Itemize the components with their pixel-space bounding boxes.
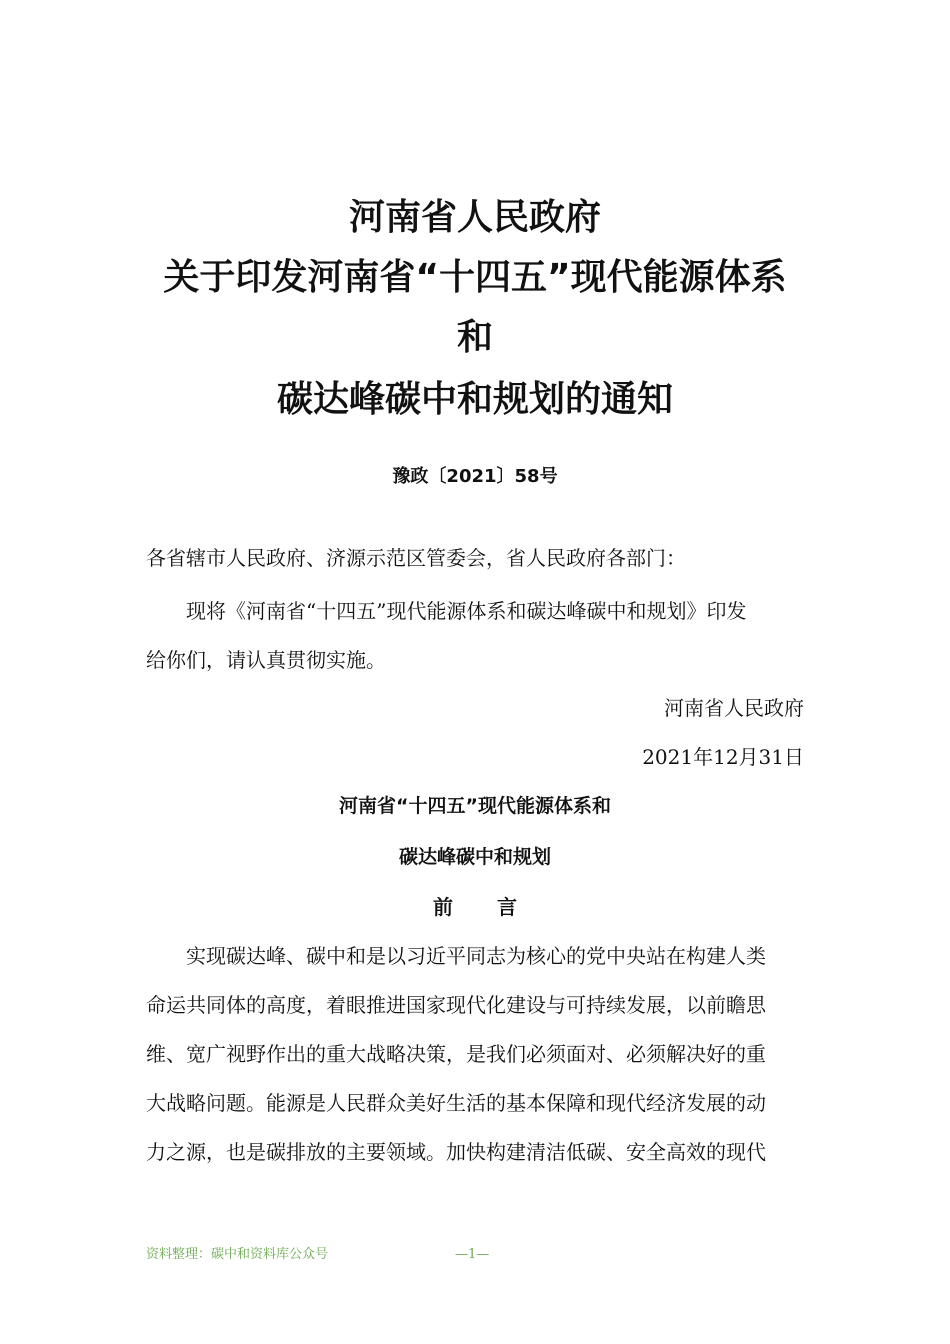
footer-source-note: 资料整理：碳中和资料库公众号 <box>146 1247 329 1262</box>
addressee: 各省辖市人民政府、济源示范区管委会，省人民政府各部门： <box>146 546 686 570</box>
preface-heading <box>0 893 950 921</box>
document-number: 豫政〔2021〕58号 <box>392 466 558 487</box>
document-title-line-3: 和 <box>456 317 493 358</box>
issuer-signature: 河南省人民政府 <box>664 696 804 720</box>
notice-body-line-1: 现将《河南省“十四五”现代能源体系和碳达峰碳中和规划》印发 <box>186 599 747 623</box>
issue-date: 2021年12月31日 <box>642 745 804 769</box>
preface-paragraph-line-4: 大战略问题。能源是人民群众美好生活的基本保障和现代经济发展的动 <box>146 1091 766 1115</box>
plan-title-line-1: 河南省“十四五”现代能源体系和 <box>339 795 611 817</box>
preface-paragraph-line-1: 实现碳达峰、碳中和是以习近平同志为核心的党中央站在构建人类 <box>186 944 766 968</box>
notice-body-line-2: 给你们，请认真贯彻实施。 <box>146 648 386 672</box>
document-title-line-4: 碳达峰碳中和规划的通知 <box>276 379 673 420</box>
document-title-line-2: 关于印发河南省“十四五”现代能源体系 <box>163 257 787 298</box>
footer-page-number: —1— <box>455 1247 490 1262</box>
preface-heading-char-1: 前 <box>433 895 453 919</box>
preface-paragraph-line-2: 命运共同体的高度，着眼推进国家现代化建设与可持续发展，以前瞻思 <box>146 993 766 1017</box>
preface-paragraph-line-3: 维、宽广视野作出的重大战略决策，是我们必须面对、必须解决好的重 <box>146 1042 766 1066</box>
plan-title-line-2: 碳达峰碳中和规划 <box>398 846 551 868</box>
preface-paragraph-line-5: 力之源，也是碳排放的主要领域。加快构建清洁低碳、安全高效的现代 <box>146 1140 766 1164</box>
preface-heading-char-2: 言 <box>497 895 517 919</box>
document-title-line-1: 河南省人民政府 <box>348 197 601 238</box>
